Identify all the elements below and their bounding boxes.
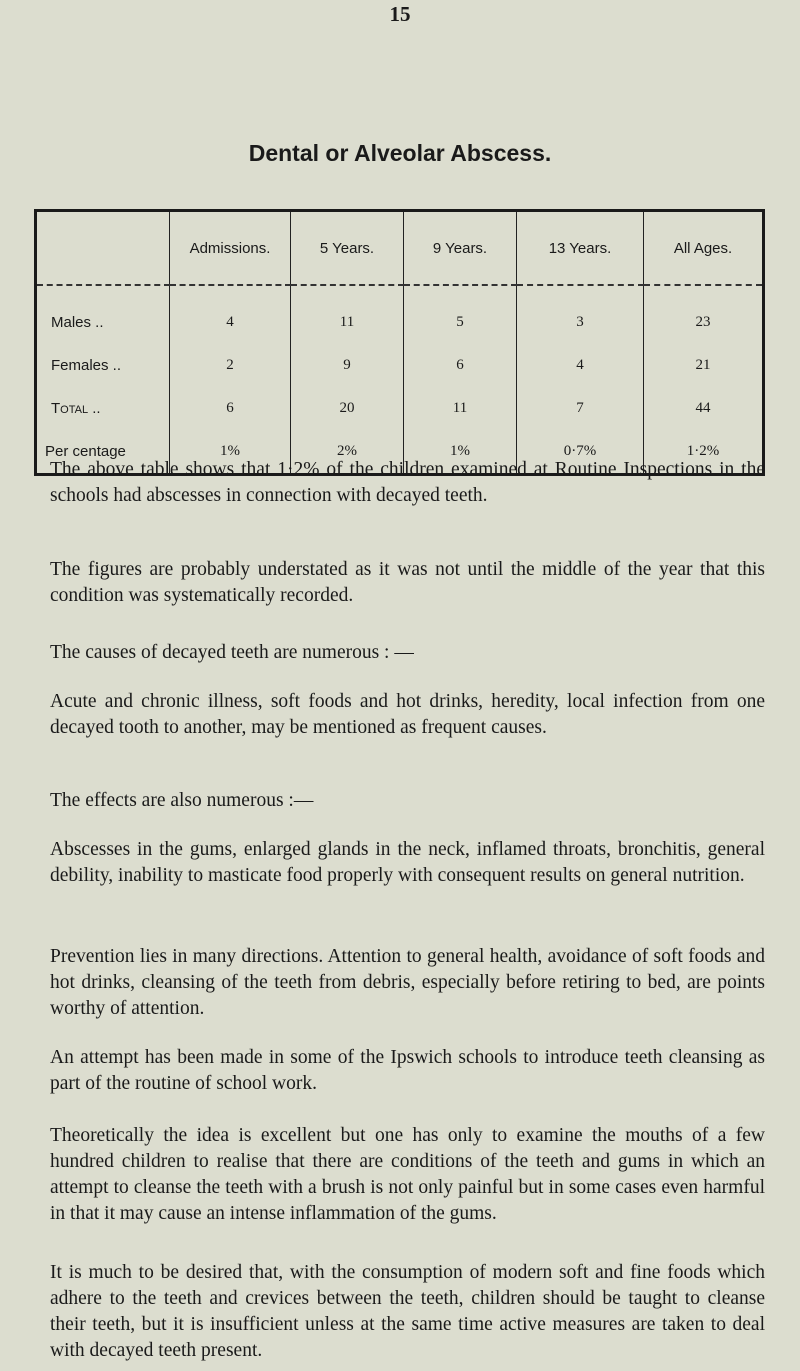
cell: 4 bbox=[170, 285, 291, 344]
cell: 1·2% bbox=[644, 430, 764, 475]
paragraph: Prevention lies in many directions. Attention to general health, avoidance of soft foods and hot drinks, cleansing of the teeth from debris, especially before retiring to bed, are points worthy of attention. bbox=[50, 946, 765, 1019]
cell: 6 bbox=[404, 344, 517, 387]
paragraph: Theoretically the idea is excellent but one has only to examine the mouths of a few hundred children to realise that there are conditions of the teeth and gums in which an attempt to cleanse the teeth with a brush is not only painful but in some cases even harmful in that it may cause an intense inflammation of the gums. bbox=[50, 1125, 765, 1224]
cell: 5 bbox=[404, 285, 517, 344]
cell: 2 bbox=[170, 344, 291, 387]
cell: 0·7% bbox=[517, 430, 644, 475]
page-number: 15 bbox=[389, 2, 411, 26]
row-label: Females .. bbox=[51, 357, 122, 374]
cell: 4 bbox=[517, 344, 644, 387]
header-cell: 9 Years. bbox=[404, 211, 517, 286]
cell: 2% bbox=[291, 430, 404, 475]
paragraph: Acute and chronic illness, soft foods and hot drinks, heredity, local infection from one decayed tooth to another, may be mentioned as frequent causes. bbox=[50, 691, 765, 738]
paragraph: The causes of decayed teeth are numerous : — bbox=[50, 642, 414, 663]
header-cell: 13 Years. bbox=[517, 211, 644, 286]
cell: 23 bbox=[644, 285, 764, 344]
cell: 1% bbox=[170, 430, 291, 475]
paragraph: The figures are probably understated as it was not until the middle of the year that this condition was systematically recorded. bbox=[50, 559, 765, 606]
row-label: Total .. bbox=[51, 400, 101, 417]
cell: 3 bbox=[517, 285, 644, 344]
paragraph: It is much to be desired that, with the consumption of modern soft and fine foods which adhere to the teeth and crevices between the teeth, children should be taught to cleanse their teeth, but it is insufficient unless at the same time active measures are taken to deal with decayed teeth present. bbox=[50, 1262, 765, 1361]
cell: 1% bbox=[404, 430, 517, 475]
table-row bbox=[36, 285, 764, 344]
header-cell: 5 Years. bbox=[291, 211, 404, 286]
cell: 44 bbox=[644, 387, 764, 430]
section-title: Dental or Alveolar Abscess. bbox=[248, 140, 552, 166]
abscess-table bbox=[34, 209, 765, 476]
table-header-row bbox=[36, 211, 764, 286]
cell: 9 bbox=[291, 344, 404, 387]
header-cell: All Ages. bbox=[644, 211, 764, 286]
row-label: Per centage bbox=[45, 443, 126, 460]
table-row bbox=[36, 387, 764, 430]
row-label: Males .. bbox=[51, 314, 104, 331]
table-row bbox=[36, 344, 764, 387]
header-cell: Admissions. bbox=[170, 211, 291, 286]
cell: 21 bbox=[644, 344, 764, 387]
header-cell bbox=[36, 211, 170, 286]
cell: 11 bbox=[404, 387, 517, 430]
paragraph: An attempt has been made in some of the Ipswich schools to introduce teeth cleansing as part of the routine of school work. bbox=[50, 1047, 765, 1094]
cell: 7 bbox=[517, 387, 644, 430]
cell: 20 bbox=[291, 387, 404, 430]
paragraph: Abscesses in the gums, enlarged glands in the neck, inflamed throats, bronchitis, general debility, inability to masticate food properly with consequent results on general nutrition. bbox=[50, 839, 765, 886]
cell: 6 bbox=[170, 387, 291, 430]
paragraph: The effects are also numerous :— bbox=[50, 790, 314, 811]
cell: 11 bbox=[291, 285, 404, 344]
paragraph: The above table shows that 1·2% of the children examined at Routine Inspections in the schools had abscesses in connection with decayed teeth. bbox=[50, 459, 765, 506]
